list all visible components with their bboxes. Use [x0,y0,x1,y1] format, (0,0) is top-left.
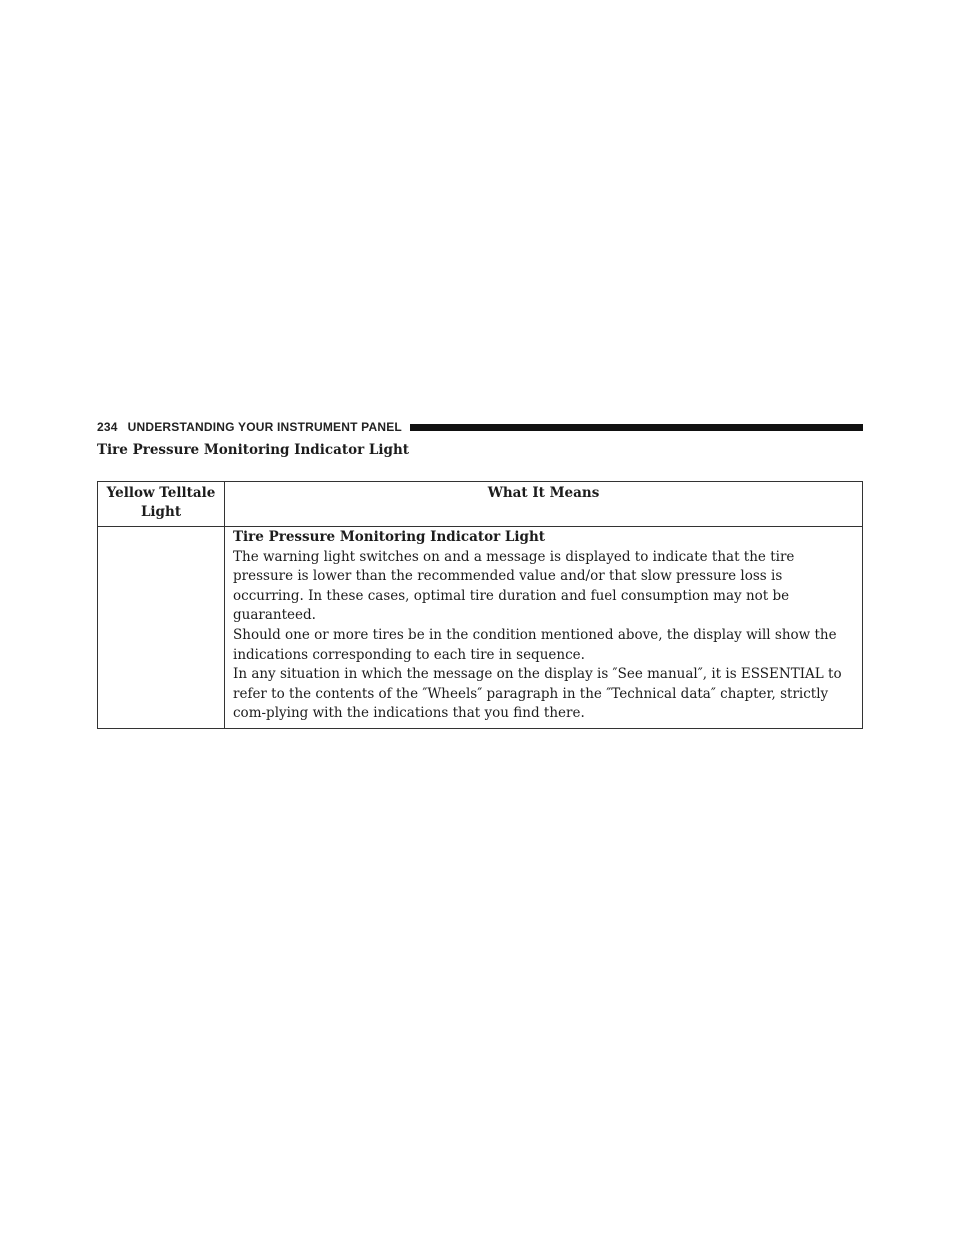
section-title: Tire Pressure Monitoring Indicator Light [97,442,410,458]
entry-paragraph: The warning light switches on and a message is displayed to indicate that the tire pressure is lower than the recommended value and/or that slow pressure loss is occurring. In these cases, optimal tire duration and fuel consumption may not be guaranteed. [233,548,795,624]
table-header-row [98,482,863,527]
telltale-icon-cell [98,527,225,729]
chapter-title: UNDERSTANDING YOUR INSTRUMENT PANEL [127,420,402,434]
column-header-meaning: What It Means [225,482,863,527]
column-header-telltale: Yellow Telltale Light [98,482,225,527]
entry-paragraph: In any situation in which the message on the display is ″See manual″, it is ESSENTIAL to refer to the contents of the ″Wheels″ paragraph in the ″Technical data″ chapter, strictly com-plying with the indications that you find there. [233,666,842,722]
page-number: 234 [97,420,118,434]
page-header [97,419,863,435]
telltale-table [97,481,863,729]
entry-paragraph: Should one or more tires be in the condition mentioned above, the display will show the indications corresponding to each tire in sequence. [233,626,837,663]
table-row [98,527,863,729]
entry-title: Tire Pressure Monitoring Indicator Light [233,529,546,545]
header-rule [410,424,863,431]
meaning-cell [225,527,863,729]
